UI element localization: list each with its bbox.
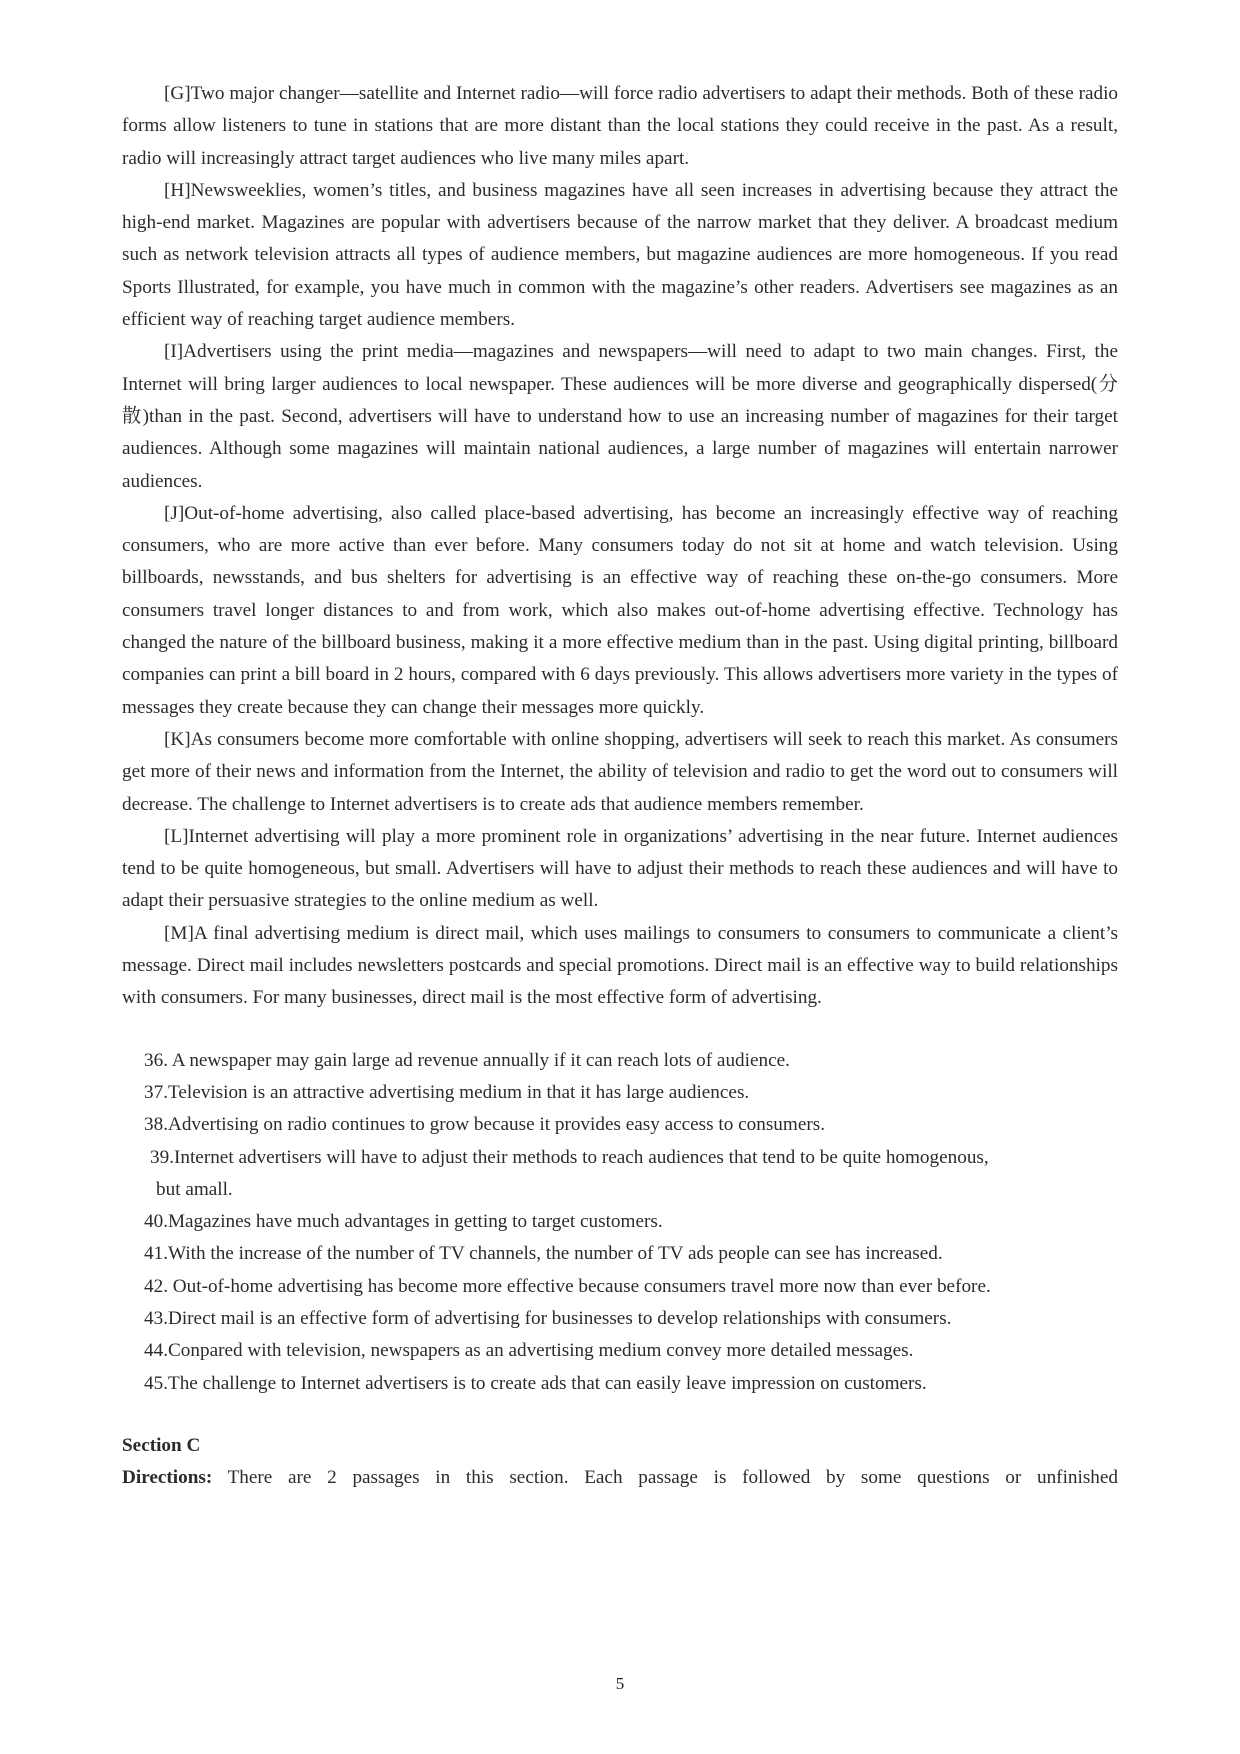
question-40: 40.Magazines have much advantages in getting to target customers.	[144, 1211, 663, 1233]
page-number: 5	[615, 1674, 625, 1693]
question-list	[122, 1045, 1118, 1400]
section-directions	[122, 1462, 1118, 1494]
paragraph-g: [G]Two major changer—satellite and Internet radio—will force radio advertisers to adapt their methods. Both of these radio forms allow listeners to tune in stations that are more distant than the local stations they could receive in the past. As a result, radio will increasingly attract target audiences who live many miles apart.	[122, 83, 1118, 169]
question-38: 38.Advertising on radio continues to grow because it provides easy access to consumers.	[144, 1114, 825, 1136]
question-45: 45.The challenge to Internet advertisers is to create ads that can easily leave impression on customers.	[144, 1372, 927, 1394]
paragraph-m: [M]A final advertising medium is direct mail, which uses mailings to consumers to consumers to communicate a client’s message. Direct mail includes newsletters postcards and special promotions. Direct mail is an effective way to build relationships with consumers. For many businesses, direct mail is the most effective form of advertising.	[122, 922, 1118, 1009]
spacer	[122, 1400, 1118, 1430]
question-39-continuation: but amall.	[156, 1178, 233, 1200]
directions-text: There are 2 passages in this section. Each passage is followed by some questions or unfinished	[212, 1467, 1118, 1489]
question-44: 44.Conpared with television, newspapers as an advertising medium convey more detailed messages.	[144, 1340, 914, 1362]
paragraph-l: [L]Internet advertising will play a more prominent role in organizations’ advertising in the near future. Internet audiences tend to be quite homogeneous, but small. Advertisers will have to adjust their methods to reach these audiences and will have to adapt their persuasive strategies to the online medium as well.	[122, 825, 1118, 912]
directions-label: Directions:	[122, 1467, 213, 1489]
paragraph-i: [I]Advertisers using the print media—magazines and newspapers—will need to adapt to two main changes. First, the Internet will bring larger audiences to local newspaper. These audiences will be more diverse and geographically dispersed(分散)than in the past. Second, advertisers will have to understand how to use an increasing number of magazines for their target audiences. Although some magazines will maintain national audiences, a large number of magazines will entertain narrower audiences.	[122, 341, 1118, 492]
question-36: 36. A newspaper may gain large ad revenue annually if it can reach lots of audience.	[144, 1049, 790, 1071]
question-43: 43.Direct mail is an effective form of advertising for businesses to develop relationships with consumers.	[144, 1307, 952, 1329]
question-41: 41.With the increase of the number of TV channels, the number of TV ads people can see has increased.	[144, 1243, 943, 1265]
question-42: 42. Out-of-home advertising has become more effective because consumers travel more now than ever before.	[144, 1275, 991, 1297]
paragraph-j: [J]Out-of-home advertising, also called place-based advertising, has become an increasingly effective way of reaching consumers, who are more active than ever before. Many consumers today do not sit at home and watch television. Using billboards, newsstands, and bus shelters for advertising is an effective way of reaching these on-the-go consumers. More consumers travel longer distances to and from work, which also makes out-of-home advertising effective. Technology has changed the nature of the billboard business, making it a more effective medium than in the past. Using digital printing, billboard companies can print a bill board in 2 hours, compared with 6 days previously. This allows advertisers more variety in the types of messages they create because they can change their messages more quickly.	[122, 502, 1118, 718]
question-39	[122, 1142, 1118, 1207]
question-37: 37.Television is an attractive advertising medium in that it has large audiences.	[144, 1081, 750, 1103]
paragraph-k: [K]As consumers become more comfortable with online shopping, advertisers will seek to reach this market. As consumers get more of their news and information from the Internet, the ability of television and radio to get the word out to consumers will decrease. The challenge to Internet advertisers is to create ads that audience members remember.	[122, 728, 1118, 815]
question-39-text: 39.Internet advertisers will have to adjust their methods to reach audiences that tend to be quite homogenous,	[150, 1146, 989, 1168]
document-page	[122, 78, 1118, 1494]
section-heading: Section C	[122, 1434, 201, 1456]
spacer	[122, 1015, 1118, 1045]
paragraph-h: [H]Newsweeklies, women’s titles, and business magazines have all seen increases in advertising because they attract the high-end market. Magazines are popular with advertisers because of the narrow market that they deliver. A broadcast medium such as network television attracts all types of audience members, but magazine audiences are more homogeneous. If you read Sports Illustrated, for example, you have much in common with the magazine’s other readers. Advertisers see magazines as an efficient way of reaching target audience members.	[122, 179, 1118, 331]
